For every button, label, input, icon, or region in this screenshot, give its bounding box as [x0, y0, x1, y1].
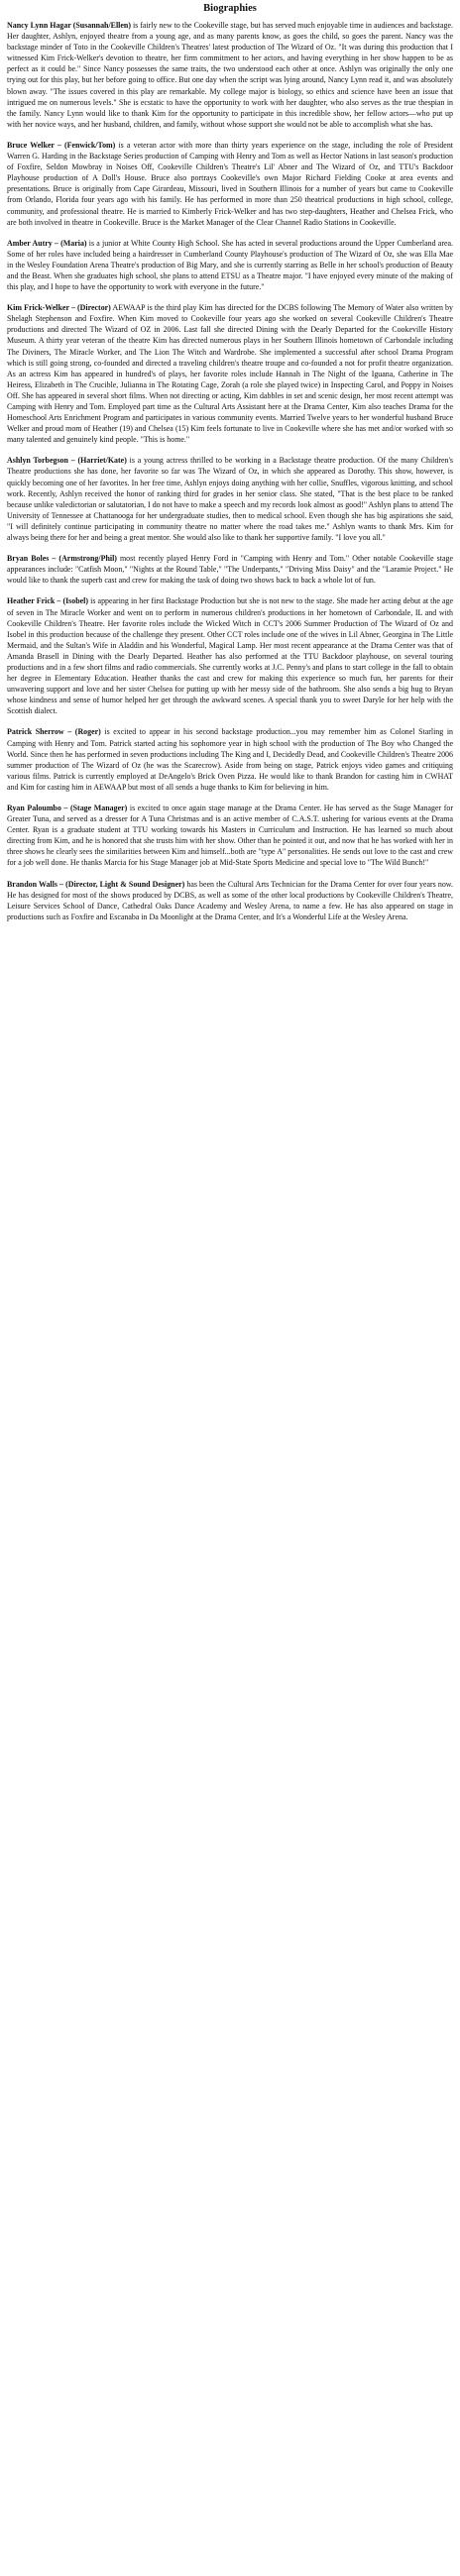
bio-paragraph	[7, 595, 453, 716]
bio-paragraph	[7, 302, 453, 445]
bio-text: is excited to once again stage manage at the Drama Center. He has served as the Stage Manager for Greater Tuna, and served as a dresser for A Tuna Christmas and is an active member of C.A.S.T. ushering for various events at the Drama Center. Ryan is a graduate student at TTU working towards his Masters in Curriculum and Instruction. He has learned so much about directing from Kim, and he is honored that she trusts him with her show. Other than he pointed it out, and now that he has worked with her in three shows he clearly sees the similarities between Kim and himself...both are "type A" personalities. He sends out love to the cast and crew for a job well done. He thanks Marcia for his Stage Manager job at Mid-State Sports Medicine and special love to "The Wild Bunch!"	[7, 804, 453, 868]
bio-name: Ashlyn Torbegson – (Harriet/Kate)	[7, 456, 127, 466]
bio-paragraph	[7, 140, 453, 228]
bio-paragraph	[7, 553, 453, 586]
bio-paragraph	[7, 238, 453, 292]
bio-paragraph	[7, 803, 453, 869]
bio-paragraph	[7, 20, 453, 130]
bio-text: AEWAAP is the third play Kim has directed for the DCBS following The Memory of Water also written by Shelagh Stephenson and Foxfire. When Kim moved to Cookeville four years ago she worked on several Cookeville Children's Theatre productions and directed The Wizard of OZ in 2006. Last fall she directed Dining with the Dearly Departed for the Cookeville History Museum. A thirty year veteran of the theatre Kim has directed numerous plays in her Southern Illinois hometown of Carbondale including The Diviners, The Miracle Worker, and The Lion The Witch and Wardrobe. She implemented a successful after school Drama Program which is still going strong, co-founded and directed a traveling children's theatre troupe and co-founded a not for profit theatre organization. As an actress Kim has appeared in hundred's of plays, her favorite roles include Hannah in The Night of the Iguana, Catherine in The Heiress, Elizabeth in The Crucible, Julianna in The Rotating Cage, Zorah (a role she played twice) in Inspecting Carol, and Poppy in Noises Off. She has appeared in several short films. When not directing or acting, Kim dabbles in set and scenic design, her most recent attempt was Camping with Henry and Tom. Employed part time as the Cultural Arts Assistant here at the Drama Center, Kim also teaches Drama for the Homeschool Arts Enrichment Program and participates in various community events. Married Twelve years to her wonderful husband Bruce Welker and proud mom of Heather (19) and Chelsea (15) Kim feels fortunate to live in Cookeville where she has met and/or worked with so many talented and genuinely kind people. "This is home."	[7, 303, 453, 445]
bio-name: Patrick Sherrow – (Roger)	[7, 727, 101, 737]
bio-text: is a young actress thrilled to be working in a Backstage theatre production. Of the many Children's Theatre productions she has done, her favorite so far was The Wizard of Oz, in which she appeared as Dorothy. This show, however, is quickly becoming one of her favorites. In her free time, Ashlyn enjoys doing anything with her collie, Snuffles, vigorous knitting, and school work. Recently, Ashlyn received the honor of ranking third for grades in her senior class. She stated, "That is the best place to be ranked because unlike valedictorian or salutatorian, I do not have to make a speech and my records look almost as good!" Ashlyn plans to attend The University of Tennessee at Chattanooga for her undergraduate studies, then to medical school. Even though she has big aspirations she said, "I will definitely continue participating in community theatre no matter where the road takes me." Ashlyn wants to thank Mrs. Kim for always being there for her and being a great mentor. She would also like to thank her supportive family. "I love you all."	[7, 456, 453, 543]
bio-text: is a veteran actor with more than thirty years experience on the stage, including the role of President Warren G. Harding in the Backstage Series production of Camping with Henry and Tom as well as Hector Nations in last season's production of Foxfire, Seldon Mowbray in Noises Off, Cookeville Children's Theatre's Lil' Abner and The Wizard of Oz, and TTU's Backdoor Playhouse production of A Doll's House. Bruce also portrays Cookeville's own Major Richard Fielding Cooke at area events and presentations. Bruce is originally from Cape Girardeau, Missouri, lived in Southern Illinois for a number of years but came to Cookeville from Orlando, Florida four years ago with his family. He has performed in more than 250 theatrical productions in high school, college, community, and professional theatre. He is married to Kimberly Frick-Welker and has two step-daughters, Heather and Chelsea Frick, who are both involved in theatre in Cookeville. Bruce is the Market Manager of the Clear Channel Radio Stations in Cookeville.	[7, 140, 453, 227]
bio-name: Heather Frick – (Isobel)	[7, 596, 89, 606]
bio-name: Nancy Lynn Hagar (Susannah/Ellen)	[7, 21, 131, 30]
bio-text: is appearing in her first Backstage Production but she is not new to the stage. She made her acting debut at the age of seven in The Miracle Worker and went on to perform in numerous children's productions in her hometown of Carbondale, IL and with Cookeville Children's Theatre. Her favorite roles include the Wicked Witch in CCT's 2006 Summer Production of The Wizard of Oz and Isobel in this production because of the challenge they present. Other CCT roles include one of the wives in Lil Abner, Georgina in The Little Mermaid, and the Sultan's Wife in Aladdin and his Wonderful, Magical Lamp. Her most recent appearance at the Drama Center was that of Amanda Brasell in Dining with the Dearly Departed. Heather has also performed at the TTU Backdoor playhouse, on several touring productions and in a few short films and radio commercials. She currently works at J.C. Penny's and plans to start college in the fall to obtain her degree in Elementary Education. Heather thanks the cast and crew for making this experience so much fun, her parents for their unwavering support and love and her sister Chelsea for putting up with her messy side of the bathroom. She also sends a big hug to Bryan whose kindness and sense of humor helped her get through the awkward scenes. A special thank you to sweet Daryle for her help with the Scottish dialect.	[7, 596, 453, 716]
bio-text: is excited to appear in his second backstage production...you may remember him as Colonel Starling in Camping with Henry and Tom. Patrick started acting his sophomore year in high school with the production of The Boy who Changed the World. Since then he has performed in seven productions including The King and I, Decidedly Dead, and Cookeville Children's Theatre 2006 summer production of The Wizard of Oz (he was the Scarecrow). Aside from being on stage, Patrick enjoys video games and critiquing various films. Patrick is currently employed at DeAngelo's Brick Oven Pizza. He would like to thank Brandon for casting him in CWHAT and Kim for casting him in AEWAAP but most of all sends a huge thanks to Kim for believing in him.	[7, 727, 453, 792]
bio-name: Bruce Welker – (Fenwick/Tom)	[7, 140, 116, 150]
bio-paragraph	[7, 879, 453, 922]
bio-name: Amber Autry – (Maria)	[7, 238, 87, 248]
bio-name: Ryan Paloumbo – (Stage Manager)	[7, 804, 128, 812]
bio-name: Brandon Walls – (Director, Light & Sound Designer)	[7, 879, 185, 889]
bio-name: Kim Frick-Welker – (Director)	[7, 303, 111, 313]
bio-name: Bryan Boles – (Armstrong/Phil)	[7, 554, 117, 564]
bio-paragraph	[7, 726, 453, 793]
bio-text: most recently played Henry Ford in "Camping with Henry and Tom." Other notable Cookeville stage appearances include: "Catfish Moon," "Nights at the Round Table," "The Underpants," "Driving Miss Daisy" and the "Laramie Project." He would like to thank the superb cast and crew for making the task of doing two shows back to back a whole lot of fun.	[7, 554, 453, 586]
page-heading: Biographies	[203, 3, 257, 14]
bio-text: is a junior at White County High School. She has acted in several productions around the Upper Cumberland area. Some of her roles have included being a hairdresser in Cumberland County Playhouse's production of The Wizard of Oz, she was Ella Mae in the Wesley Foundation Arena Theatre's production of Big Mary, and she is currently starring as Belle in her school's production of Beauty and the Beast. When she graduates high school, she plans to attend ETSU as a Theatre major. "I have enjoyed every minute of the making of this play, and I hope to have the opportunity to work with everyone in the future."	[7, 238, 454, 292]
bio-text: is fairly new to the Cookeville stage, but has served much enjoyable time in audiences and backstage. Her daughter, Ashlyn, enjoyed theatre from a young age, and as many parents know, as goes the child, so goes the parent. Nancy was the backstage minder of Toto in the Cookeville Children's Theatres' latest production of The Wizard of Oz. "It was during this production that I witnessed Kim Frick-Welker's devotion to theatre, her firm commitment to her actors, and having everything in her show happen to be as perfect as it could be." Since Nancy possesses the same traits, the two understood each other at once. Ashlyn was originally the only one trying out for this play, but her before going to office. But one day when the script was lying around, Nancy Lynn read it, and was absolutely blown away. "The issues covered in this play are remarkable. My college major is biology, so ethics and science have been an issue that intrigued me on numerous levels." She is ecstatic to have the opportunity to work with her daughter, who also serves as the true thespian in the family. Nancy Lynn would like to thank Kim for the opportunity to participate in this incredible show, her fellow actors—who put up with her novice ways, and her husband, children, and family, without whose support she would not be able to accomplish what she has.	[7, 21, 453, 129]
bio-text: has been the Cultural Arts Technician for the Drama Center for over four years now. He has designed for most of the shows produced by DCBS, as well as some of the other local productions by Cookeville Children's Theatre, Leisure Services School of Dance, Cathedral Oaks Dance Academy and Wesley Arena, to name a few. He has also appeared on stage in productions such as Foxfire and Escanaba in Da Moonlight at the Drama Center, and It's a Wonderful Life at the Wesley Arena.	[7, 879, 453, 921]
bio-paragraph	[7, 455, 453, 543]
